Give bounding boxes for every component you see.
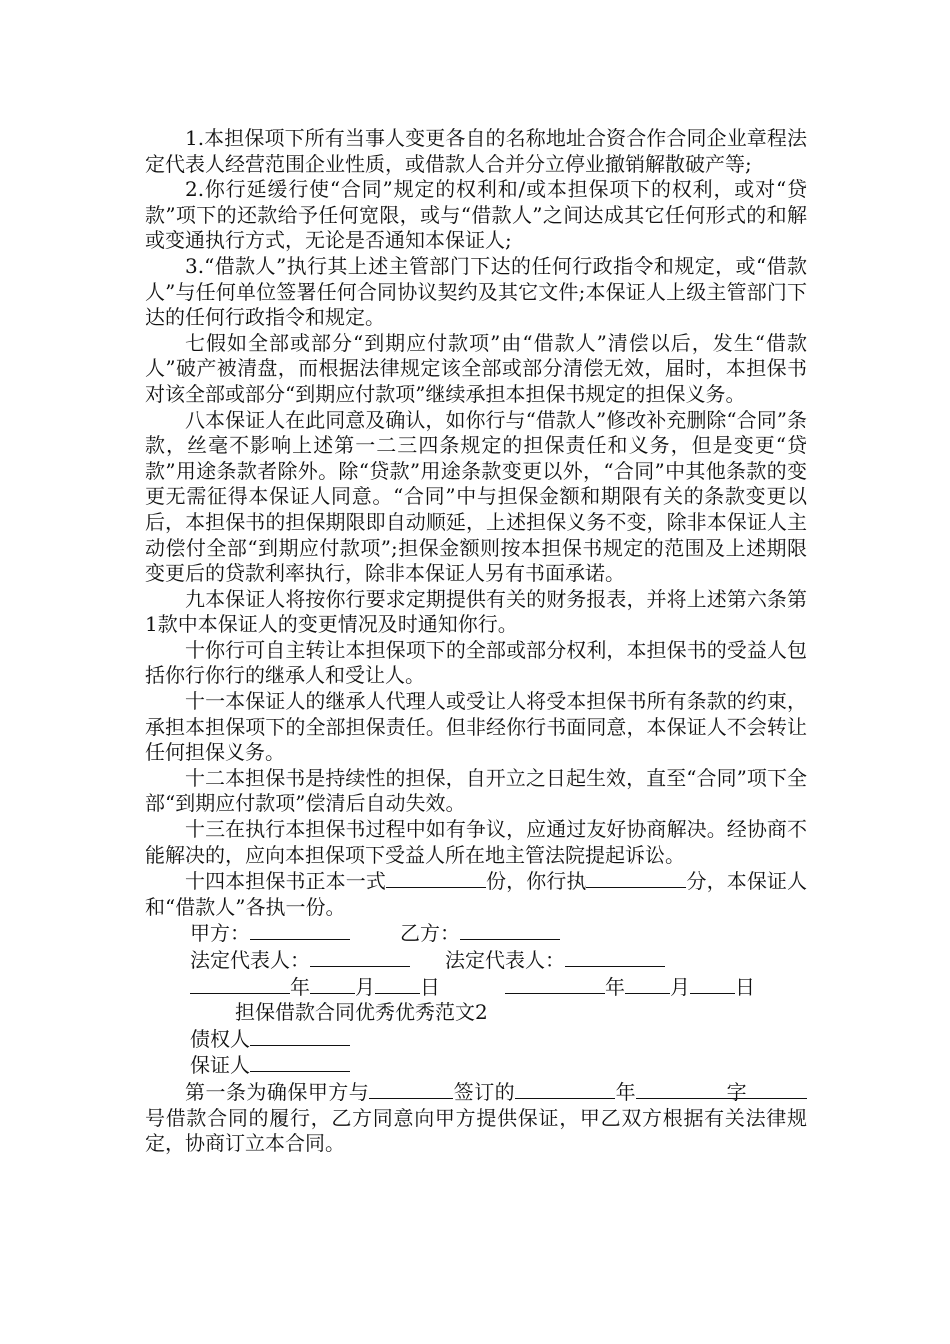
party-signature-row	[145, 920, 807, 947]
blank-line	[369, 1079, 453, 1099]
legal-rep-a-label: 法定代表人：	[190, 948, 310, 972]
month-label: 月	[355, 974, 375, 999]
clause-10: 十你行可自主转让本担保项下的全部或部分权利，本担保书的受益人包括你行你行的继承人和受让人。	[145, 637, 807, 688]
year-label: 年	[605, 974, 625, 999]
creditor-row	[145, 1026, 807, 1053]
date-row	[145, 974, 807, 1001]
legal-rep-row	[145, 947, 807, 974]
blank-line	[707, 1079, 807, 1099]
paragraph-3: 3.“借款人”执行其上述主管部门下达的任何行政指令和规定，或“借款人”与任何单位签署任何合同协议契约及其它文件;本保证人上级主管部门下达的任何行政指令和规定。	[145, 253, 807, 330]
article-1-text: 年	[615, 1079, 637, 1104]
blank-line	[586, 868, 686, 888]
article-1	[145, 1079, 807, 1157]
party-b-label: 乙方：	[400, 921, 460, 946]
clause-11: 十一本保证人的继承人代理人或受让人将受本担保书所有条款的约束，承担本担保项下的全部担保责任。但非经你行书面同意，本保证人不会转让任何担保义务。	[145, 689, 807, 765]
clause-9: 九本保证人将按你行要求定期提供有关的财务报表，并将上述第六条第1款中本保证人的变更情况及时通知你行。	[145, 586, 807, 637]
blank-line	[690, 974, 735, 994]
blank-line	[515, 1079, 615, 1099]
blank-line	[190, 974, 290, 994]
blank-line	[505, 974, 605, 994]
party-a-label: 甲方：	[190, 921, 250, 946]
blank-line	[250, 1052, 350, 1072]
clause-13: 十三在执行本担保书过程中如有争议，应通过友好协商解决。经协商不能解决的，应向本担保项下受益人所在地主管法院提起诉讼。	[145, 817, 807, 867]
blank-line	[565, 947, 665, 967]
day-label: 日	[735, 974, 755, 999]
blank-line	[625, 974, 670, 994]
clause-14-part2: 份，你行执	[485, 869, 587, 894]
blank-line	[310, 947, 410, 967]
blank-line	[386, 868, 486, 888]
clause-7: 七假如全部或部分“到期应付款项”由“借款人”清偿以后，发生“借款人”破产被清盘，而根据法律规定该全部或部分清偿无效，届时，本担保书对该全部或部分“到期应付款项”继续承担本担保书规定的担保义务。	[145, 330, 807, 406]
clause-12: 十二本担保书是持续性的担保，自开立之日起生效，直至“合同”项下全部“到期应付款项”偿清后自动失效。	[145, 765, 807, 816]
legal-rep-b-label: 法定代表人：	[445, 948, 565, 972]
article-1-text: 签订的	[453, 1079, 516, 1104]
blank-line	[460, 920, 560, 940]
guarantor-row	[145, 1052, 807, 1079]
year-label: 年	[290, 974, 310, 999]
article-1-text: 第一条为确保甲方与	[185, 1079, 370, 1104]
article-1-text: 号借款合同的履行，乙方同意向甲方提供保证，甲乙双方根据有关法律规定，协商订立本合同。	[145, 1105, 807, 1156]
blank-line	[310, 974, 355, 994]
day-label: 日	[420, 974, 440, 999]
blank-line	[375, 974, 420, 994]
paragraph-2: 2.你行延缓行使“合同”规定的权利和/或本担保项下的权利，或对“贷款”项下的还款给予任何宽限，或与“借款人”之间达成其它任何形式的和解或变通执行方式，无论是否通知本保证人;	[145, 177, 807, 253]
section-title: 担保借款合同优秀优秀范文2	[235, 1000, 488, 1025]
creditor-label: 债权人	[190, 1026, 250, 1051]
blank-line	[250, 1026, 350, 1046]
paragraph-1: 1.本担保项下所有当事人变更各自的名称地址合资合作合同企业章程法定代表人经营范围企业性质，或借款人合并分立停业撤销解散破产等;	[145, 126, 807, 176]
month-label: 月	[670, 974, 690, 999]
clause-8: 八本保证人在此同意及确认，如你行与“借款人”修改补充删除“合同”条款，丝毫不影响上述第一二三四条规定的担保责任和义务，但是变更“贷款”用途条款者除外。除“贷款”用途条款变更以外，“合同”中其他条款的变更无需征得本保证人同意。“合同”中与担保金额和期限有关的条款变更以后，本担保书的担保期限即自动顺延，上述担保义务不变，除非本保证人主动偿付全部“到期应付款项”;担保金额则按本担保书规定的范围及上述期限变更后的贷款利率执行，除非本保证人另有书面承诺。	[145, 407, 807, 586]
guarantor-label: 保证人	[190, 1053, 250, 1078]
blank-line	[250, 920, 350, 940]
clause-14	[145, 868, 807, 920]
document-body	[145, 126, 807, 1157]
article-1-text: 字	[726, 1079, 748, 1104]
clause-14-part1: 十四本担保书正本一式	[185, 869, 386, 894]
clause-14-part3: 分，本保证人和“借款人”各执一份。	[145, 869, 808, 919]
